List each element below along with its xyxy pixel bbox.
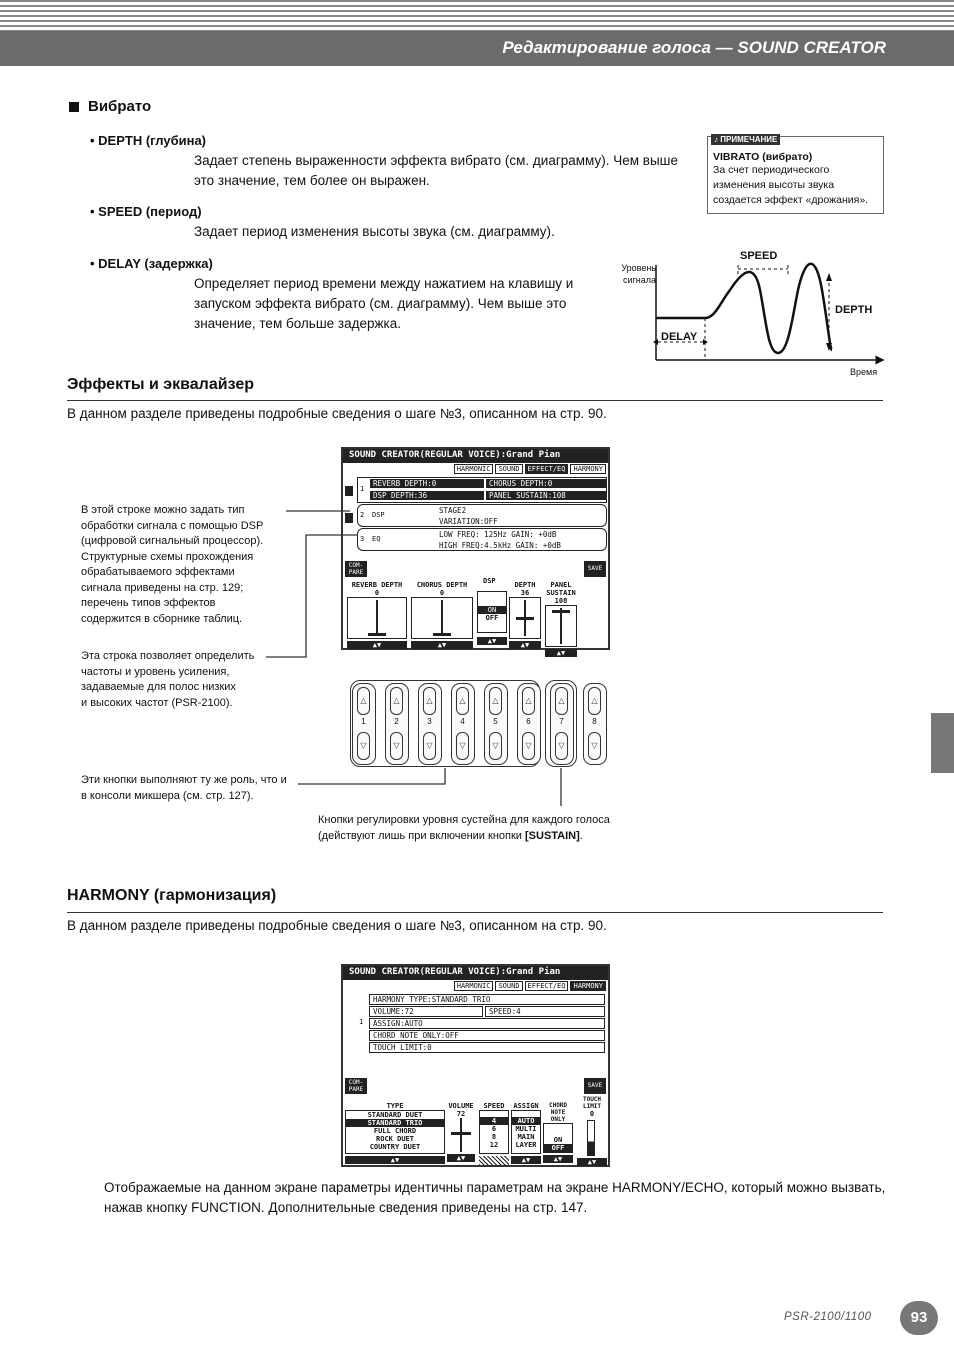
button-number: 2: [394, 717, 399, 726]
lcd-row-3[interactable]: [357, 528, 607, 551]
lcd-title: SOUND CREATOR(REGULAR VOICE):Grand Pian: [343, 966, 608, 980]
harmony-chord-note: CHORD NOTE ONLY:OFF: [369, 1030, 605, 1041]
eq-high: HIGH FREQ:4.5kHz GAIN: +0dB: [439, 541, 561, 550]
down-button[interactable]: ▽: [489, 732, 502, 760]
outro-line: нажав кнопку FUNCTION. Дополнительные сведения приведены на стр. 147.: [104, 1200, 588, 1215]
callout-mixer: [81, 773, 311, 804]
panel-button-pair: [418, 683, 442, 765]
harmony-speed-list[interactable]: [479, 1102, 509, 1165]
panel-button-pair: [550, 683, 574, 765]
callout-line: Структурные схемы прохождения: [81, 550, 254, 563]
note-tag-label: ПРИМЕЧАНИЕ: [720, 135, 778, 144]
delay-term: • DELAY (задержка): [90, 256, 213, 271]
harmony-type-list[interactable]: [345, 1102, 445, 1164]
compare-button[interactable]: COM-PARE: [345, 561, 367, 577]
dsp-variation: VARIATION:OFF: [439, 517, 498, 526]
diagram-ylabel-line: Уровень: [621, 263, 656, 273]
up-down-button[interactable]: ▲▼: [577, 1158, 607, 1166]
button-number: 3: [427, 717, 432, 726]
tab-sound[interactable]: SOUND: [495, 981, 522, 991]
diagram-ylabel: [608, 262, 656, 286]
slider[interactable]: [447, 1118, 475, 1154]
speed-list[interactable]: [479, 1110, 509, 1154]
diagram-delay-label: DELAY: [661, 331, 698, 343]
param-value: 72: [456, 1110, 466, 1118]
param-value: 0: [439, 589, 445, 597]
param-label: SPEED: [483, 1102, 505, 1110]
callout-line: В этой строке можно задать тип: [81, 504, 245, 516]
speed-option[interactable]: 8: [491, 1133, 497, 1141]
up-button[interactable]: △: [390, 687, 403, 715]
param-label: CHORUS DEPTH: [416, 581, 468, 589]
lcd-row-1[interactable]: [357, 477, 607, 503]
callout-line: [318, 829, 678, 845]
speed-option-selected[interactable]: 4: [480, 1117, 508, 1125]
button-number: 1: [361, 717, 366, 726]
panel-button-pair: [385, 683, 409, 765]
down-button[interactable]: ▽: [555, 732, 568, 760]
row-number: 1: [360, 485, 365, 493]
dsp-type: STAGE2: [439, 506, 467, 515]
assign-option[interactable]: MULTI: [515, 1125, 537, 1133]
row-number: 3: [360, 535, 365, 543]
button-number: 8: [592, 717, 597, 726]
up-down-button[interactable]: ▲▼: [511, 1156, 541, 1164]
note-line: За счет периодического: [713, 164, 830, 176]
button-number: 5: [493, 717, 498, 726]
sustain-button-ref: [SUSTAIN]: [525, 829, 580, 842]
up-down-button[interactable]: ▲▼: [545, 649, 577, 657]
effects-title: Эффекты и эквалайзер: [67, 376, 254, 393]
param-reverb-depth[interactable]: [347, 581, 407, 649]
vibrato-heading: Вибрато: [88, 98, 152, 115]
down-button[interactable]: ▽: [588, 732, 601, 760]
up-button[interactable]: △: [489, 687, 502, 715]
diagram-xlabel: Время: [850, 367, 878, 377]
tab-harmony[interactable]: HARMONY: [570, 981, 606, 991]
assign-option[interactable]: MAIN: [517, 1133, 535, 1141]
panel-buttons: [352, 683, 612, 765]
param-chorus-depth[interactable]: [411, 581, 473, 649]
harmony-outro: [104, 1178, 894, 1218]
dsp-off[interactable]: OFF: [485, 614, 499, 622]
page-header-title: Редактирование голоса — SOUND CREATOR: [502, 38, 886, 57]
section-rule: [67, 400, 883, 401]
slider[interactable]: [411, 597, 473, 639]
harmony-volume-slider[interactable]: [447, 1102, 475, 1162]
param-dsp-depth[interactable]: [509, 581, 541, 649]
harmony-assign-list[interactable]: [511, 1102, 541, 1164]
square-bullet-icon: [67, 100, 81, 114]
up-down-button[interactable]: ▲▼: [347, 641, 407, 649]
effects-intro: В данном разделе приведены подробные сведения о шаге №3, описанном на стр. 90.: [67, 406, 607, 421]
row-label-dsp: DSP: [372, 511, 385, 519]
note-tag: [711, 134, 780, 145]
type-option[interactable]: FULL CHORD: [373, 1127, 417, 1135]
lcd-title: SOUND CREATOR(REGULAR VOICE):Grand Pian: [343, 449, 608, 463]
page-number: 93: [900, 1301, 938, 1335]
depth-desc-line: Задает степень выраженности эффекта вибрато (см. диаграмму). Чем выше: [194, 153, 678, 168]
callout-text: (действуют лишь при включении кнопки: [318, 829, 525, 842]
tab-sound[interactable]: SOUND: [495, 464, 522, 474]
panel-sustain: PANEL SUSTAIN:108: [486, 491, 606, 500]
button-number: 7: [559, 717, 564, 726]
callout-line: обрабатываемого эффектами: [81, 566, 235, 578]
callout-sustain: [318, 813, 678, 844]
harmony-touch-limit-slider[interactable]: [577, 1096, 607, 1166]
note-line: изменения высоты звука: [713, 179, 835, 191]
param-label: TOUCH LIMIT: [582, 1096, 602, 1110]
up-down-button[interactable]: ▲▼: [345, 1156, 445, 1164]
tab-effect-eq[interactable]: EFFECT/EQ: [525, 981, 569, 991]
up-down-button[interactable]: ▲▼: [447, 1154, 475, 1162]
callout-line: сигнала приведены на стр. 129;: [81, 581, 244, 594]
reverb-depth: REVERB DEPTH:0: [370, 479, 484, 488]
diagram-speed-label: SPEED: [740, 250, 778, 262]
row-label-eq: EQ: [372, 535, 381, 543]
delay-desc: [194, 274, 614, 334]
down-button[interactable]: ▽: [456, 732, 469, 760]
callout-dsp: [81, 503, 281, 627]
speed-option[interactable]: 12: [489, 1141, 499, 1149]
outro-line: Отображаемые на данном экране параметры идентичны параметрам на экране HARMONY/ECHO, который можно вызвать,: [104, 1180, 886, 1195]
tab-effect-eq[interactable]: EFFECT/EQ: [525, 464, 569, 474]
harmony-volume: VOLUME:72: [369, 1006, 483, 1017]
button-number: 6: [526, 717, 531, 726]
up-down-button[interactable]: ▲▼: [411, 641, 473, 649]
row-number: 1: [359, 1018, 364, 1026]
button-number: 4: [460, 717, 465, 726]
delay-desc-line: Определяет период времени между нажатием на клавишу и: [194, 276, 574, 291]
slider[interactable]: [509, 597, 541, 639]
callout-line: в консоли микшера (см. стр. 127).: [81, 789, 254, 802]
up-button[interactable]: △: [522, 687, 535, 715]
down-button[interactable]: ▽: [357, 732, 370, 760]
panel-button-pair: [484, 683, 508, 765]
speed-term: • SPEED (период): [90, 204, 202, 219]
harmony-chord-note-only[interactable]: [543, 1102, 573, 1163]
param-label: CHORD NOTE ONLY: [548, 1102, 568, 1123]
save-button[interactable]: SAVE: [584, 561, 606, 577]
chorus-depth: CHORUS DEPTH:0: [486, 479, 606, 488]
panel-button-pair: [451, 683, 475, 765]
section-rule: [67, 912, 883, 913]
callout-line: (цифровой сигнальный процессор).: [81, 535, 264, 547]
footer-model: PSR-2100/1100: [784, 1311, 872, 1323]
param-value: 0: [374, 589, 380, 597]
speed-desc: Задает период изменения высоты звука (см. диаграмму).: [194, 224, 555, 239]
callout-line: задаваемые для полос низких: [81, 681, 236, 693]
depth-desc-line: это значение, тем более он выражен.: [194, 173, 430, 188]
chapter-side-tab: [931, 713, 954, 773]
dsp-group-label: DSP: [483, 577, 496, 585]
tab-harmony[interactable]: HARMONY: [570, 464, 606, 474]
assign-option-selected[interactable]: AUTO: [512, 1117, 540, 1125]
assign-list[interactable]: [511, 1110, 541, 1154]
harmony-speed: SPEED:4: [485, 1006, 605, 1017]
chord-option[interactable]: ON: [553, 1136, 563, 1144]
dsp-on[interactable]: ON: [478, 606, 506, 614]
up-button[interactable]: △: [357, 687, 370, 715]
param-label: PANEL SUSTAIN: [546, 581, 576, 597]
up-down-button[interactable]: ▲▼: [477, 637, 507, 645]
type-list[interactable]: [345, 1110, 445, 1154]
chord-option-selected[interactable]: OFF: [544, 1144, 572, 1152]
param-label: DEPTH: [514, 581, 536, 589]
callout-line: Эта строка позволяет определить: [81, 650, 255, 662]
up-button[interactable]: △: [423, 687, 436, 715]
note-box: [707, 136, 884, 214]
up-button[interactable]: △: [456, 687, 469, 715]
up-button[interactable]: △: [555, 687, 568, 715]
scroll-up-icon[interactable]: [345, 486, 353, 496]
note-line: создается эффект «дрожания».: [713, 194, 869, 206]
effects-lcd: [341, 447, 610, 657]
up-button[interactable]: △: [588, 687, 601, 715]
down-button[interactable]: ▽: [423, 732, 436, 760]
diagram-ylabel-line: сигнала: [622, 275, 656, 285]
callout-line: и высоких частот (PSR-2100).: [81, 696, 233, 709]
harmony-row-1[interactable]: [357, 994, 607, 1054]
callout-line: перечень типов эффектов: [81, 597, 216, 609]
panel-button-pair: [583, 683, 607, 765]
callout-eq: [81, 649, 281, 711]
harmony-intro: В данном разделе приведены подробные сведения о шаге №3, описанном на стр. 90.: [67, 918, 607, 933]
callout-line: Эти кнопки выполняют ту же роль, что и: [81, 774, 287, 786]
assign-option[interactable]: LAYER: [515, 1141, 537, 1149]
harmony-touch-limit: TOUCH LIMIT:0: [369, 1042, 605, 1053]
type-option[interactable]: COUNTRY DUET: [369, 1143, 421, 1151]
chord-list[interactable]: [543, 1123, 573, 1153]
row-number: 2: [360, 511, 365, 519]
param-label: REVERB DEPTH: [351, 581, 403, 589]
harmony-title: HARMONY (гармонизация): [67, 887, 277, 904]
panel-button-pair: [517, 683, 541, 765]
scroll-down-icon[interactable]: [345, 513, 353, 523]
param-value: 36: [520, 589, 530, 597]
speed-option[interactable]: 6: [491, 1125, 497, 1133]
lcd-tabs: [343, 463, 608, 475]
lcd-row-2[interactable]: [357, 504, 607, 527]
harmony-lcd: [341, 964, 610, 1167]
delay-desc-line: значение, тем больше задержка.: [194, 316, 402, 331]
note-title: VIBRATO (вибрато): [713, 151, 813, 163]
panel-button-pair: [352, 683, 376, 765]
callout-line: Кнопки регулировки уровня сустейна для каждого голоса: [318, 814, 610, 826]
callout-line: обработки сигнала с помощью DSP: [81, 519, 264, 532]
compare-button[interactable]: COM-PARE: [345, 1078, 367, 1094]
callout-text: .: [579, 829, 583, 842]
type-option-selected[interactable]: STANDARD TRIO: [346, 1119, 444, 1127]
slider[interactable]: [347, 597, 407, 639]
music-note-icon: ♪: [714, 135, 718, 144]
tab-harmonic[interactable]: HARMONIC: [454, 981, 494, 991]
dsp-depth: DSP DEPTH:36: [370, 491, 484, 500]
lcd-tabs: [343, 980, 608, 992]
down-button[interactable]: ▽: [390, 732, 403, 760]
harmony-type: HARMONY TYPE:STANDARD TRIO: [369, 994, 605, 1005]
slider[interactable]: [545, 605, 577, 647]
diagram-depth-label: DEPTH: [835, 304, 873, 316]
type-option[interactable]: STANDARD DUET: [367, 1111, 423, 1119]
param-value: 108: [554, 597, 568, 605]
dsp-onoff[interactable]: [477, 591, 507, 633]
type-option[interactable]: ROCK DUET: [376, 1135, 414, 1143]
save-button[interactable]: SAVE: [584, 1078, 606, 1094]
callout-line: частоты и уровень усиления,: [81, 665, 230, 678]
down-button[interactable]: ▽: [522, 732, 535, 760]
delay-desc-line: запуском эффекта вибрато (см. диаграмму). Чем выше это: [194, 296, 567, 311]
param-label: TYPE: [386, 1102, 404, 1110]
param-value: 0: [589, 1110, 595, 1118]
depth-desc: [194, 151, 694, 191]
slider[interactable]: [577, 1118, 607, 1158]
up-down-button[interactable]: ▲▼: [543, 1155, 573, 1163]
callout-line: содержится в сборнике таблиц.: [81, 612, 243, 625]
param-panel-sustain[interactable]: [545, 581, 577, 657]
disabled-arrow: [479, 1156, 509, 1165]
param-label: ASSIGN: [513, 1102, 539, 1110]
eq-low: LOW FREQ: 125Hz GAIN: +0dB: [439, 530, 557, 539]
tab-harmonic[interactable]: HARMONIC: [454, 464, 494, 474]
depth-term: • DEPTH (глубина): [90, 133, 207, 148]
up-down-button[interactable]: ▲▼: [509, 641, 541, 649]
param-label: VOLUME: [448, 1102, 474, 1110]
harmony-assign: ASSIGN:AUTO: [369, 1018, 605, 1029]
